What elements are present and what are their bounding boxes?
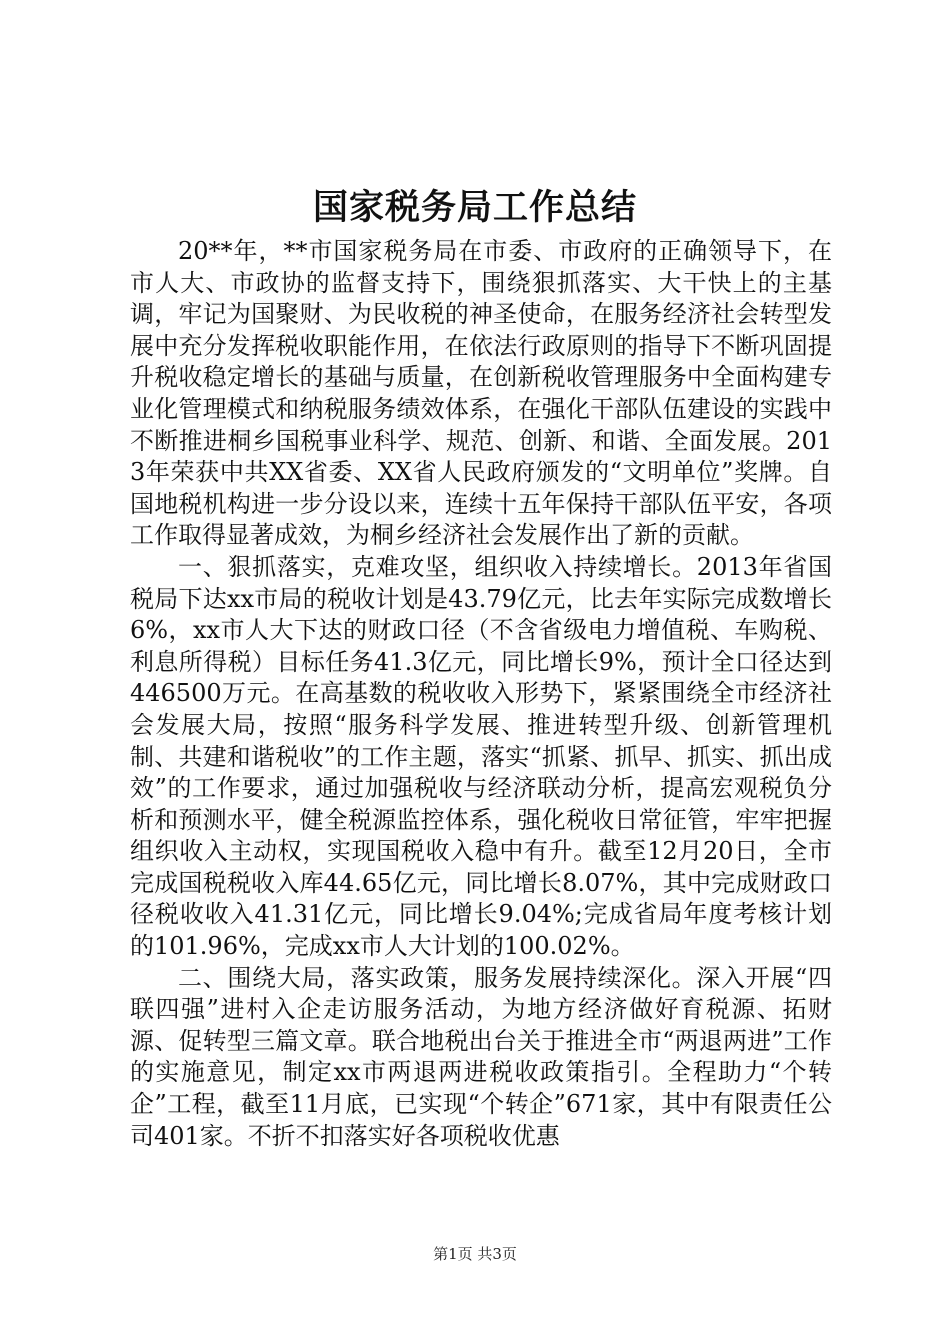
paragraph-intro: 20**年，**市国家税务局在市委、市政府的正确领导下，在市人大、市政协的监督支持下，围绕狠抓落实、大干快上的主基调，牢记为国聚财、为民收税的神圣使命，在服务经济社会转型发展中充分发挥税收职能作用，在依法行政原则的指导下不断巩固提升税收稳定增长的基础与质量，在创新税收管理服务中全面构建专业化管理模式和纳税服务绩效体系，在强化干部队伍建设的实践中不断推进桐乡国税事业科学、规范、创新、和谐、全面发展。2013年荣获中共XX省委、XX省人民政府颁发的“文明单位”奖牌。自国地税机构进一步分设以来，连续十五年保持干部队伍平安，各项工作取得显著成效，为桐乡经济社会发展作出了新的贡献。 <box>130 237 832 550</box>
paragraph-section-two: 二、围绕大局，落实政策，服务发展持续深化。深入开展“四联四强”进村入企走访服务活动，为地方经济做好育税源、拓财源、促转型三篇文章。联合地税出台关于推进全市“两退两进”工作的实施意见，制定xx市两退两进税收政策指引。全程助力“个转企”工程，截至11月底，已实现“个转企”671家，其中有限责任公司401家。不折不扣落实好各项税收优惠 <box>130 963 832 1150</box>
paragraph-section-one: 一、狠抓落实，克难攻坚，组织收入持续增长。2013年省国税局下达xx市局的税收计划是43.79亿元，比去年实际完成数增长6%，xx市人大下达的财政口径（不含省级电力增值税、车购税、利息所得税）目标任务41.3亿元，同比增长9%，预计全口径达到446500万元。在高基数的税收收入形势下，紧紧围绕全市经济社会发展大局，按照“服务科学发展、推进转型升级、创新管理机制、共建和谐税收”的工作主题，落实“抓紧、抓早、抓实、抓出成效”的工作要求，通过加强税收与经济联动分析，提高宏观税负分析和预测水平，健全税源监控体系，强化税收日常征管，牢牢把握组织收入主动权，实现国税收入稳中有升。截至12月20日，全市完成国税税收入库44.65亿元，同比增长8.07%，其中完成财政口径税收收入41.31亿元，同比增长9.04%;完成省局年度考核计划的101.96%，完成xx市人大计划的100.02%。 <box>130 552 832 961</box>
page-number-footer: 第1页 共3页 <box>433 1245 517 1263</box>
document-title: 国家税务局工作总结 <box>312 187 637 228</box>
document-body <box>130 236 832 1152</box>
